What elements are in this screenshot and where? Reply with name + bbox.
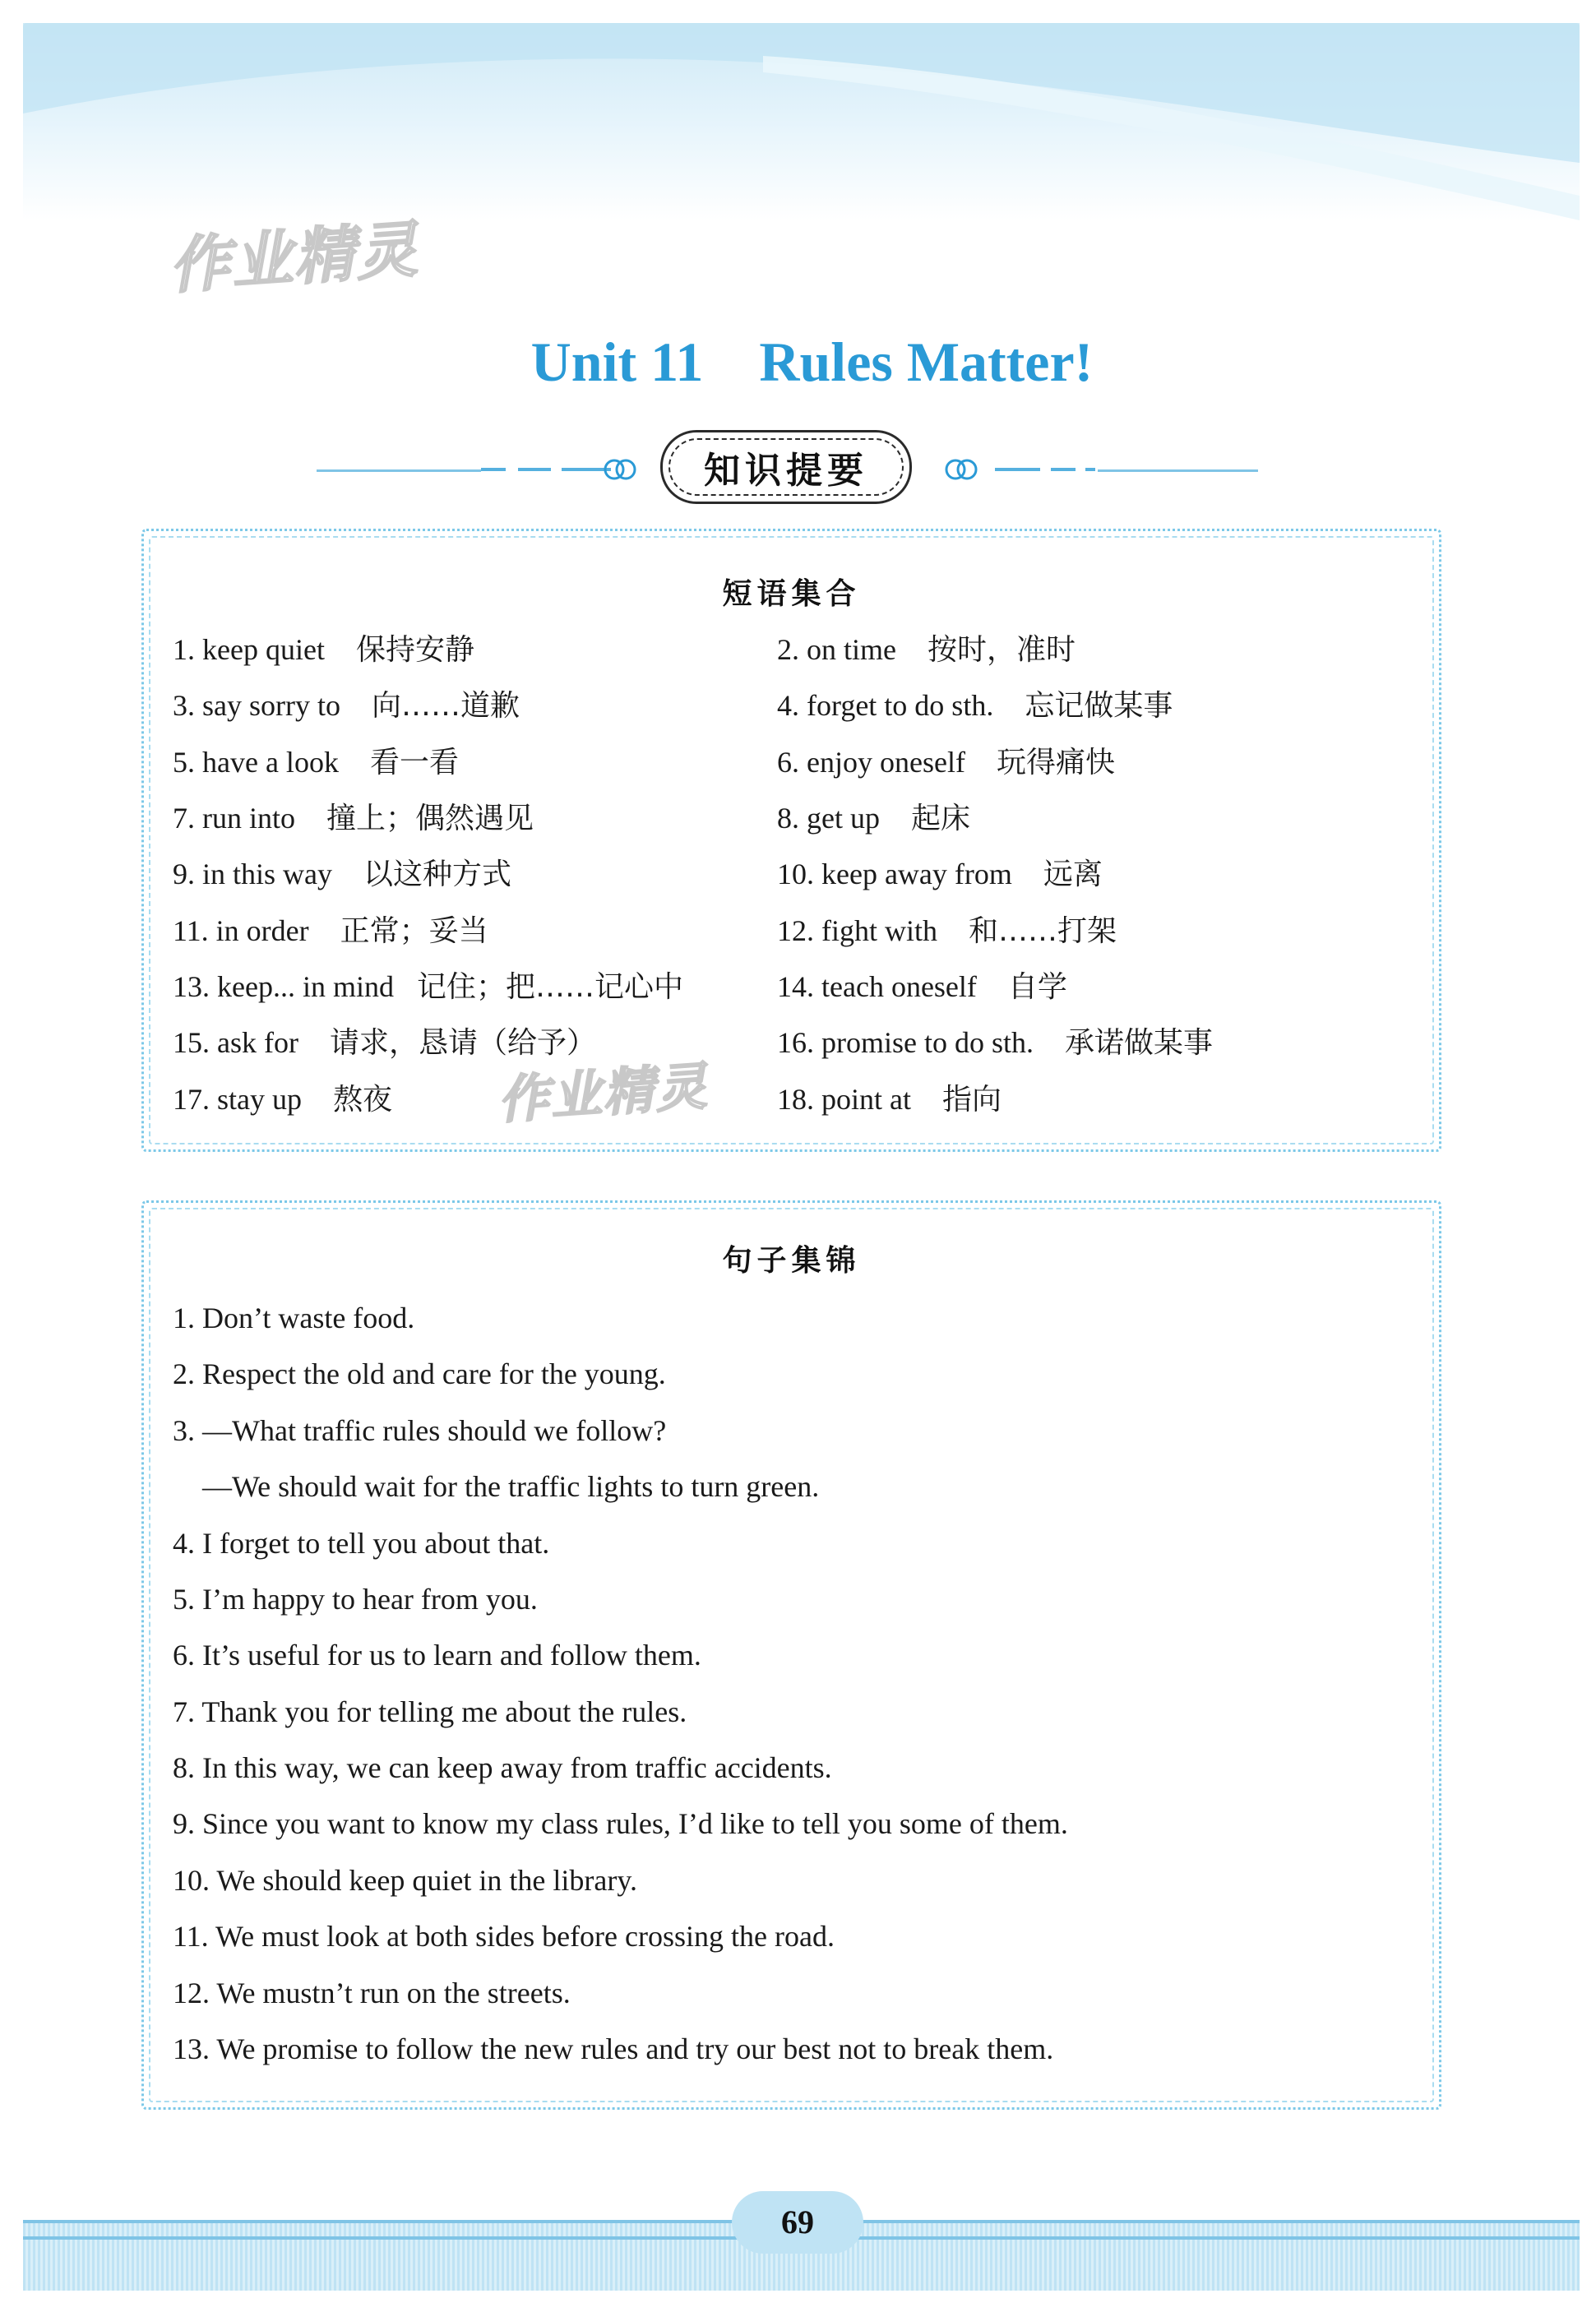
sentence-item: 5. I’m happy to hear from you. [173,1583,538,1616]
sentence-item: 9. Since you want to know my class rules, I’d like to tell you some of them. [173,1807,1068,1840]
phrase-item: 13. keep... in mind 记住；把……记心中 [173,970,683,1004]
unit-title [0,265,1596,395]
header-wave-decoration [23,23,1580,220]
sentence-item: —We should wait for the traffic lights to turn green. [173,1470,820,1503]
banner-dash [481,468,506,471]
banner-line-left [317,469,481,472]
sentence-item: 1. Don’t waste food. [173,1302,415,1334]
watermark-logo: 作业精灵 [496,1056,710,1131]
banner-dash [1085,468,1095,471]
phrase-item: 7. run into 撞上；偶然遇见 [173,802,534,835]
page-number: 69 [732,2191,863,2254]
banner-dash [1051,468,1076,471]
section-banner [317,423,1258,506]
phrase-item: 14. teach oneself 自学 [777,970,1067,1004]
unit-name: Rules Matter! [759,331,1094,393]
sentence-item: 7. Thank you for telling me about the rules. [173,1695,687,1728]
sentence-item: 13. We promise to follow the new rules and try our best not to break them. [173,2032,1054,2065]
phrase-item: 17. stay up 熬夜 [173,1083,393,1117]
phrase-item: 6. enjoy oneself 玩得痛快 [777,746,1115,779]
phrase-item: 1. keep quiet 保持安静 [173,633,474,667]
phrase-item: 5. have a look 看一看 [173,746,459,779]
unit-number: Unit 11 [530,331,704,393]
rings-icon [941,453,983,486]
sentence-item: 4. I forget to tell you about that. [173,1527,550,1560]
phrase-item: 4. forget to do sth. 忘记做某事 [777,689,1173,723]
phrase-item: 8. get up 起床 [777,802,970,835]
banner-line-right [1098,469,1258,472]
banner-dash [995,468,1040,471]
phrase-item: 3. say sorry to 向……道歉 [173,689,520,723]
rings-icon [600,453,641,486]
sentence-item: 6. It’s useful for us to learn and follow them. [173,1639,701,1672]
watermark-logo: 作业精灵 [166,214,422,303]
sentence-item: 3. —What traffic rules should we follow? [173,1414,667,1447]
phrase-item: 2. on time 按时，准时 [777,633,1076,667]
sentence-heading: 句子集锦 [722,1244,861,1278]
sentence-item: 2. Respect the old and care for the young. [173,1357,666,1390]
phrase-item: 9. in this way 以这种方式 [173,858,512,891]
phrase-item: 10. keep away from 远离 [777,858,1103,891]
banner-label: 知识提要 [704,450,868,492]
phrase-heading: 短语集合 [722,577,861,611]
phrase-item: 12. fight with 和……打架 [777,914,1117,948]
banner-label-box [660,430,912,504]
phrase-item: 16. promise to do sth. 承诺做某事 [777,1026,1214,1060]
phrase-item: 18. point at 指向 [777,1083,1002,1117]
sentence-item: 10. We should keep quiet in the library. [173,1864,637,1897]
sentence-item: 12. We mustn’t run on the streets. [173,1977,571,2009]
title-spacer [703,331,759,393]
sentence-item: 11. We must look at both sides before crossing the road. [173,1920,835,1953]
sentence-item: 8. In this way, we can keep away from traffic accidents. [173,1751,832,1784]
phrase-item: 11. in order 正常；妥当 [173,914,488,948]
banner-dash [518,468,551,471]
phrase-item: 15. ask for 请求，恳请（给予） [173,1026,596,1060]
